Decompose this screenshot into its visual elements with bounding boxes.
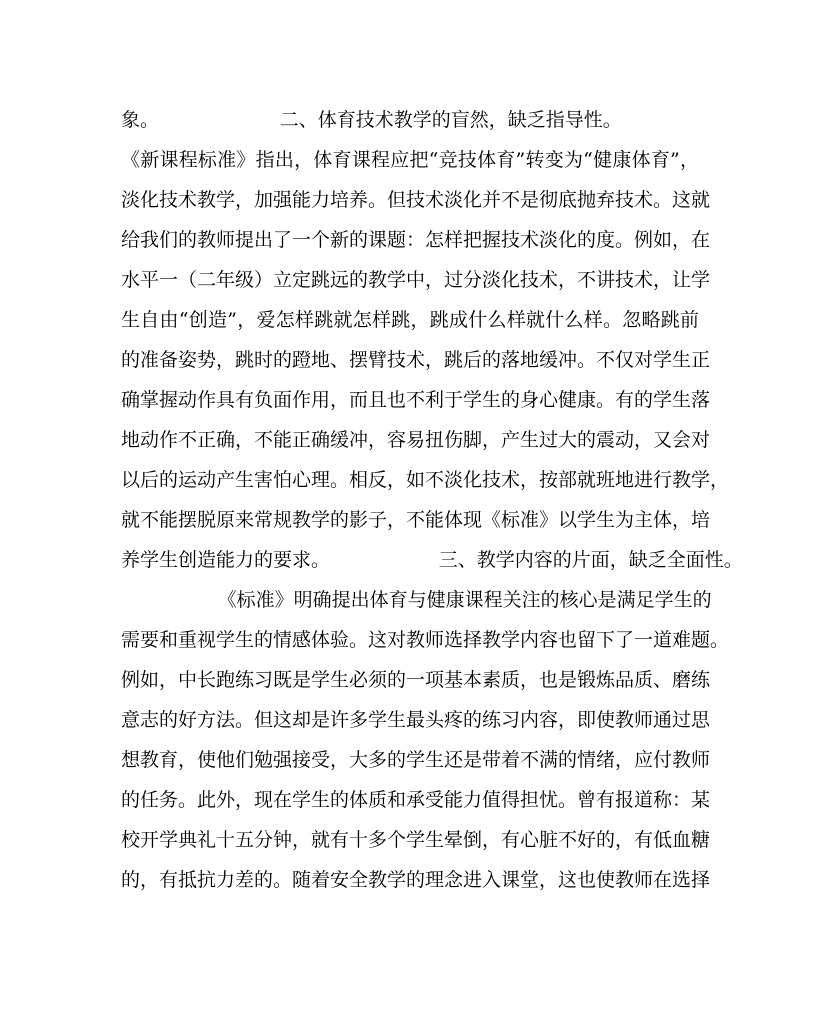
text-line: 《新课程标准》指出，体育课程应把“竞技体育”转变为“健康体育”， [121, 149, 699, 171]
text-line: 《标准》明确提出体育与健康课程关注的核心是满足学生的 [121, 589, 712, 611]
body-text [121, 100, 743, 900]
text-line: 例如，中长跑练习既是学生必须的一项基本素质，也是锻炼品质、磨练 [121, 669, 711, 691]
text-line: 的准备姿势，跳时的蹬地、摆臂技术，跳后的落地缓冲。不仅对学生正 [121, 349, 711, 371]
text-line: 水平一（二年级）立定跳远的教学中，过分淡化技术，不讲技术，让学 [121, 269, 711, 291]
text-line: 淡化技术教学，加强能力培养。但技术淡化并不是彻底抛弃技术。这就 [121, 189, 711, 211]
text-line: 地动作不正确，不能正确缓冲，容易扭伤脚，产生过大的震动，又会对 [121, 429, 711, 451]
text-line: 的，有抵抗力差的。随着安全教学的理念进入课堂，这也使教师在选择 [121, 869, 711, 891]
text-line: 意志的好方法。但这却是许多学生最头疼的练习内容，即使教师通过思 [121, 709, 711, 731]
text-line: 生自由“创造”，爱怎样跳就怎样跳，跳成什么样就什么样。忽略跳前 [121, 309, 699, 331]
text-line: 的任务。此外，现在学生的体质和承受能力值得担忧。曾有报道称：某 [121, 789, 711, 811]
text-line: 就不能摆脱原来常规教学的影子，不能体现《标准》以学生为主体，培 [121, 509, 711, 531]
text-line: 需要和重视学生的情感体验。这对教师选择教学内容也留下了一道难题。 [121, 629, 730, 651]
text-line: 给我们的教师提出了一个新的课题：怎样把握技术淡化的度。例如，在 [121, 229, 711, 251]
text-line: 养学生创造能力的要求。 三、教学内容的片面，缺乏全面性。 [121, 549, 743, 571]
text-line: 象。 二、体育技术教学的盲然，缺乏指导性。 [121, 109, 622, 131]
text-line: 确掌握动作具有负面作用，而且也不利于学生的身心健康。有的学生落 [121, 389, 711, 411]
text-line: 想教育，使他们勉强接受，大多的学生还是带着不满的情绪，应付教师 [121, 749, 711, 771]
text-line: 校开学典礼十五分钟，就有十多个学生晕倒，有心脏不好的，有低血糖 [121, 829, 711, 851]
text-line: 以后的运动产生害怕心理。相反，如不淡化技术，按部就班地进行教学， [121, 469, 730, 491]
